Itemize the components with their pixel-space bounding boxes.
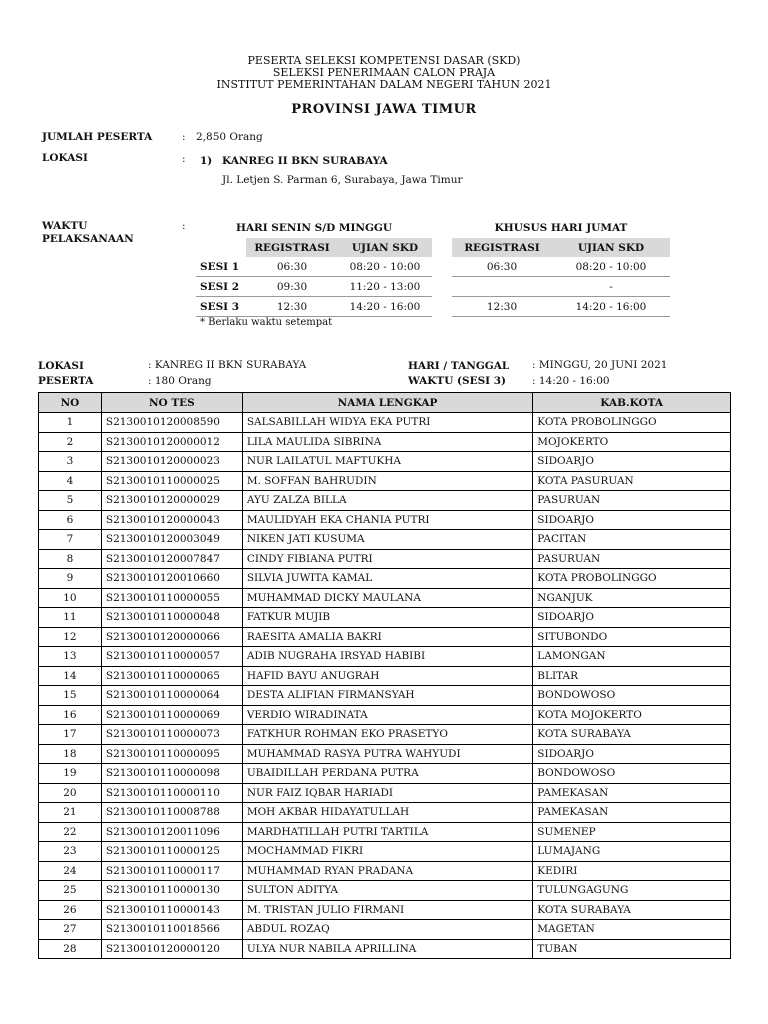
col-ujian: UJIAN SKD	[338, 238, 432, 257]
row-nama: UBAIDILLAH PERDANA PUTRA	[242, 764, 532, 784]
header-kabkota: KAB.KOTA	[533, 393, 731, 413]
colon: :	[182, 220, 186, 232]
row-kabkota: SUMENEP	[533, 822, 731, 842]
col-registrasi: REGISTRASI	[452, 238, 552, 257]
row-no-tes: S2130010110000048	[101, 608, 242, 628]
header-no-tes: NO TES	[101, 393, 242, 413]
row-no: 13	[39, 647, 102, 667]
row-nama: ADIB NUGRAHA IRSYAD HABIBI	[242, 647, 532, 667]
row-no-tes: S2130010110000055	[101, 588, 242, 608]
row-kabkota: KOTA PASURUAN	[533, 471, 731, 491]
header-line-1: PESERTA SELEKSI KOMPETENSI DASAR (SKD)	[247, 54, 521, 67]
row-no-tes: S2130010120007847	[101, 549, 242, 569]
row-nama: NIKEN JATI KUSUMA	[242, 530, 532, 550]
row-no-tes: S2130010120011096	[101, 822, 242, 842]
row-kabkota: TUBAN	[533, 939, 731, 959]
row-no: 16	[39, 705, 102, 725]
waktu-label-2: PELAKSANAAN	[42, 233, 134, 245]
row-kabkota: SITUBONDO	[533, 627, 731, 647]
row-nama: ABDUL ROZAQ	[242, 920, 532, 940]
row-no: 6	[39, 510, 102, 530]
table-row	[39, 608, 731, 628]
table-row	[39, 647, 731, 667]
lokasi-number: 1)	[200, 155, 213, 167]
row-no: 19	[39, 764, 102, 784]
row-no: 5	[39, 491, 102, 511]
row-no-tes: S2130010120008590	[101, 413, 242, 433]
row-no-tes: S2130010110000110	[101, 783, 242, 803]
table-row	[39, 510, 731, 530]
row-no: 11	[39, 608, 102, 628]
row-no-tes: S2130010110000057	[101, 647, 242, 667]
row-no: 9	[39, 569, 102, 589]
row-no-tes: S2130010110000095	[101, 744, 242, 764]
row-kabkota: BONDOWOSO	[533, 764, 731, 784]
row-no: 26	[39, 900, 102, 920]
ujian-time: 08:20 - 10:00	[338, 257, 432, 277]
fri-ujian-time: 14:20 - 16:00	[552, 297, 670, 317]
row-nama: SULTON ADITYA	[242, 881, 532, 901]
table-row	[39, 413, 731, 433]
header-line-2: SELEKSI PENERIMAAN CALON PRAJA	[272, 66, 496, 79]
session-waktu-value: : 14:20 - 16:00	[532, 375, 610, 387]
row-kabkota: KOTA PROBOLINGGO	[533, 413, 731, 433]
row-nama: NUR FAIZ IQBAR HARIADI	[242, 783, 532, 803]
session-waktu-label: WAKTU (SESI 3)	[408, 375, 506, 387]
table-row	[39, 900, 731, 920]
reg-time: 06:30	[246, 257, 338, 277]
row-kabkota: MOJOKERTO	[533, 432, 731, 452]
session-hari-value: : MINGGU, 20 JUNI 2021	[532, 359, 668, 371]
row-kabkota: KOTA MOJOKERTO	[533, 705, 731, 725]
row-no: 12	[39, 627, 102, 647]
row-nama: MUHAMMAD RASYA PUTRA WAHYUDI	[242, 744, 532, 764]
session-peserta-value: : 180 Orang	[148, 375, 212, 387]
fri-ujian-time: -	[552, 277, 670, 297]
sesi-label: SESI 1	[196, 257, 246, 277]
fri-ujian-time: 08:20 - 10:00	[552, 257, 670, 277]
row-nama: MUHAMMAD DICKY MAULANA	[242, 588, 532, 608]
row-no-tes: S2130010120000029	[101, 491, 242, 511]
row-nama: NUR LAILATUL MAFTUKHA	[242, 452, 532, 472]
row-no: 17	[39, 725, 102, 745]
session-lokasi-value: : KANREG II BKN SURABAYA	[148, 359, 307, 371]
weekday-schedule-table	[196, 238, 432, 317]
friday-schedule-table	[452, 238, 670, 317]
waktu-label: WAKTU	[42, 220, 88, 232]
row-no-tes: S2130010110000125	[101, 842, 242, 862]
table-row	[39, 939, 731, 959]
header-line-3: INSTITUT PEMERINTAHAN DALAM NEGERI TAHUN 2021	[216, 78, 552, 91]
table-row	[39, 471, 731, 491]
row-no: 7	[39, 530, 102, 550]
participants-table	[38, 392, 731, 959]
table-row	[39, 549, 731, 569]
row-nama: MAULIDYAH EKA CHANIA PUTRI	[242, 510, 532, 530]
row-no: 14	[39, 666, 102, 686]
row-kabkota: KOTA PROBOLINGGO	[533, 569, 731, 589]
row-no: 15	[39, 686, 102, 706]
col-ujian: UJIAN SKD	[552, 238, 670, 257]
reg-time: 12:30	[246, 297, 338, 317]
row-nama: ULYA NUR NABILA APRILLINA	[242, 939, 532, 959]
row-no: 18	[39, 744, 102, 764]
row-nama: MOH AKBAR HIDAYATULLAH	[242, 803, 532, 823]
lokasi-label: LOKASI	[42, 152, 88, 164]
fri-reg-time: 12:30	[452, 297, 552, 317]
colon: :	[182, 153, 186, 165]
row-kabkota: KOTA SURABAYA	[533, 900, 731, 920]
row-kabkota: PAMEKASAN	[533, 803, 731, 823]
colon: :	[182, 131, 186, 143]
session-lokasi-label: LOKASI	[38, 360, 84, 372]
row-kabkota: PAMEKASAN	[533, 783, 731, 803]
row-nama: SALSABILLAH WIDYA EKA PUTRI	[242, 413, 532, 433]
table-row	[39, 588, 731, 608]
row-no: 8	[39, 549, 102, 569]
jumlah-label: JUMLAH PESERTA	[42, 131, 153, 143]
row-no: 24	[39, 861, 102, 881]
row-nama: MOCHAMMAD FIKRI	[242, 842, 532, 862]
row-kabkota: LAMONGAN	[533, 647, 731, 667]
table-row	[39, 627, 731, 647]
row-nama: CINDY FIBIANA PUTRI	[242, 549, 532, 569]
session-peserta-label: PESERTA	[38, 375, 94, 387]
ujian-time: 11:20 - 13:00	[338, 277, 432, 297]
table-row	[39, 705, 731, 725]
row-no-tes: S2130010110000098	[101, 764, 242, 784]
row-no-tes: S2130010110000130	[101, 881, 242, 901]
row-no-tes: S2130010120000043	[101, 510, 242, 530]
session-hari-label: HARI / TANGGAL	[408, 360, 510, 372]
table-row	[39, 491, 731, 511]
row-kabkota: KOTA SURABAYA	[533, 725, 731, 745]
table-row	[39, 744, 731, 764]
lokasi-name: KANREG II BKN SURABAYA	[222, 155, 388, 167]
table-row	[39, 920, 731, 940]
row-no-tes: S2130010120000066	[101, 627, 242, 647]
row-no: 27	[39, 920, 102, 940]
table-row	[39, 666, 731, 686]
row-no-tes: S2130010110000117	[101, 861, 242, 881]
row-no: 22	[39, 822, 102, 842]
province-title: PROVINSI JAWA TIMUR	[291, 102, 477, 117]
row-nama: FATKHUR ROHMAN EKO PRASETYO	[242, 725, 532, 745]
row-nama: SILVIA JUWITA KAMAL	[242, 569, 532, 589]
table-row	[39, 822, 731, 842]
table-row	[39, 432, 731, 452]
lokasi-address: Jl. Letjen S. Parman 6, Surabaya, Jawa Timur	[222, 174, 463, 186]
row-kabkota: PACITAN	[533, 530, 731, 550]
table-row	[39, 783, 731, 803]
row-no-tes: S2130010120000023	[101, 452, 242, 472]
row-kabkota: SIDOARJO	[533, 510, 731, 530]
row-no-tes: S2130010110018566	[101, 920, 242, 940]
row-kabkota: MAGETAN	[533, 920, 731, 940]
table-row	[39, 569, 731, 589]
col-registrasi: REGISTRASI	[246, 238, 338, 257]
row-kabkota: LUMAJANG	[533, 842, 731, 862]
ujian-time: 14:20 - 16:00	[338, 297, 432, 317]
table-row	[39, 725, 731, 745]
row-no: 25	[39, 881, 102, 901]
row-kabkota: NGANJUK	[533, 588, 731, 608]
table-row	[39, 764, 731, 784]
row-no: 23	[39, 842, 102, 862]
fri-reg-time: 06:30	[452, 257, 552, 277]
row-no: 20	[39, 783, 102, 803]
row-no: 1	[39, 413, 102, 433]
row-nama: FATKUR MUJIB	[242, 608, 532, 628]
row-no-tes: S2130010110000065	[101, 666, 242, 686]
row-kabkota: SIDOARJO	[533, 608, 731, 628]
friday-title: KHUSUS HARI JUMAT	[494, 222, 628, 234]
row-no-tes: S2130010110000064	[101, 686, 242, 706]
row-no-tes: S2130010120010660	[101, 569, 242, 589]
row-nama: LILA MAULIDA SIBRINA	[242, 432, 532, 452]
weekday-title: HARI SENIN S/D MINGGU	[235, 222, 393, 234]
table-row	[39, 452, 731, 472]
row-no-tes: S2130010110000143	[101, 900, 242, 920]
sesi-label: SESI 3	[196, 297, 246, 317]
row-nama: M. TRISTAN JULIO FIRMANI	[242, 900, 532, 920]
row-kabkota: SIDOARJO	[533, 452, 731, 472]
row-kabkota: PASURUAN	[533, 491, 731, 511]
row-no: 4	[39, 471, 102, 491]
reg-time: 09:30	[246, 277, 338, 297]
row-no-tes: S2130010110000025	[101, 471, 242, 491]
table-row	[39, 861, 731, 881]
table-row	[39, 881, 731, 901]
row-no: 2	[39, 432, 102, 452]
row-kabkota: KEDIRI	[533, 861, 731, 881]
row-no-tes: S2130010120000012	[101, 432, 242, 452]
fri-reg-time	[452, 277, 552, 297]
row-no-tes: S2130010110008788	[101, 803, 242, 823]
table-row	[39, 842, 731, 862]
sesi-label: SESI 2	[196, 277, 246, 297]
row-kabkota: BONDOWOSO	[533, 686, 731, 706]
row-nama: HAFID BAYU ANUGRAH	[242, 666, 532, 686]
row-no: 10	[39, 588, 102, 608]
row-kabkota: PASURUAN	[533, 549, 731, 569]
row-nama: MARDHATILLAH PUTRI TARTILA	[242, 822, 532, 842]
header-nama: NAMA LENGKAP	[242, 393, 532, 413]
header-no: NO	[39, 393, 102, 413]
row-nama: MUHAMMAD RYAN PRADANA	[242, 861, 532, 881]
row-no-tes: S2130010120003049	[101, 530, 242, 550]
jumlah-value: 2,850 Orang	[196, 131, 263, 143]
row-kabkota: TULUNGAGUNG	[533, 881, 731, 901]
row-nama: VERDIO WIRADINATA	[242, 705, 532, 725]
row-no: 21	[39, 803, 102, 823]
table-header-row	[39, 393, 731, 413]
table-row	[39, 686, 731, 706]
row-nama: RAESITA AMALIA BAKRI	[242, 627, 532, 647]
row-nama: M. SOFFAN BAHRUDIN	[242, 471, 532, 491]
row-kabkota: BLITAR	[533, 666, 731, 686]
table-row	[39, 530, 731, 550]
row-kabkota: SIDOARJO	[533, 744, 731, 764]
schedule-note: * Berlaku waktu setempat	[200, 317, 333, 328]
row-no: 28	[39, 939, 102, 959]
row-nama: AYU ZALZA BILLA	[242, 491, 532, 511]
row-nama: DESTA ALIFIAN FIRMANSYAH	[242, 686, 532, 706]
row-no-tes: S2130010110000069	[101, 705, 242, 725]
table-row	[39, 803, 731, 823]
row-no: 3	[39, 452, 102, 472]
row-no-tes: S2130010120000120	[101, 939, 242, 959]
row-no-tes: S2130010110000073	[101, 725, 242, 745]
